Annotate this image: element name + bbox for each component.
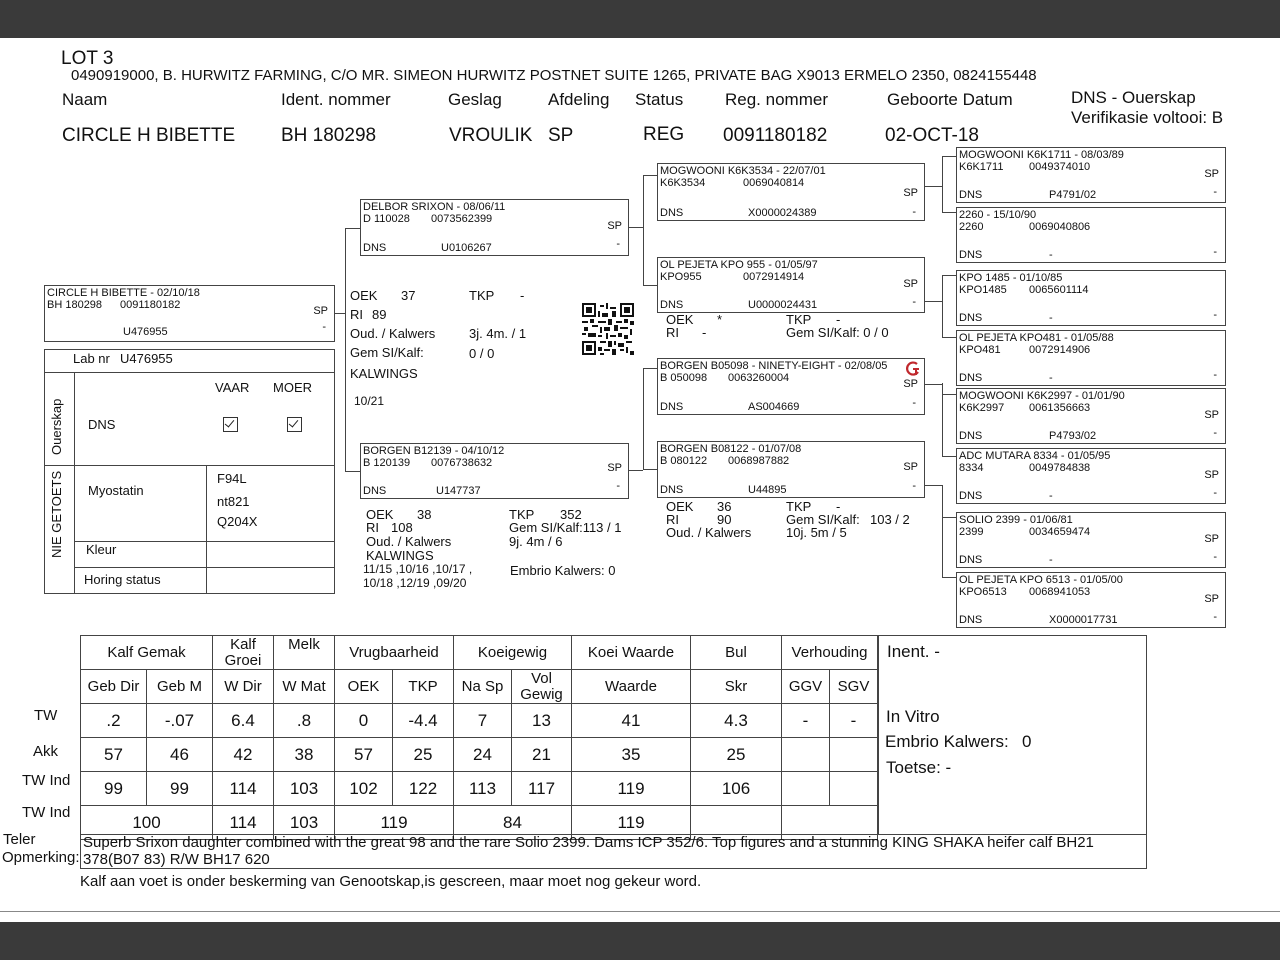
- header-naam: Naam: [62, 90, 108, 109]
- tw-ind2-koei-waarde: 119: [572, 806, 691, 840]
- sd-oek-label: OEK: [666, 312, 694, 327]
- dam-ri-value: 108: [391, 520, 413, 535]
- tw-ind2-koeigewig: 84: [454, 806, 572, 840]
- group-koeigewig: Koeigewig: [454, 636, 572, 670]
- header-geboorte: Geboorte Datum: [887, 90, 1013, 109]
- in-vitro-label: In Vitro: [886, 707, 940, 726]
- header-geslag: Geslag: [448, 90, 502, 109]
- gg-dash: -: [1213, 611, 1217, 623]
- gg-dash: -: [1213, 369, 1217, 381]
- remark-line-2: 378(B07 83) R/W BH17 620: [83, 851, 270, 868]
- qr-code-icon: [582, 303, 634, 355]
- sub-ggv: GGV: [782, 670, 830, 704]
- sd-tkp-label: TKP: [786, 312, 812, 327]
- dd-ri-label: RI: [666, 512, 679, 527]
- lab-moer-header: MOER: [273, 380, 312, 395]
- gg-title: MOGWOONI K6K1711 - 08/03/89: [959, 149, 1124, 161]
- gg-dns-value: -: [1049, 312, 1053, 324]
- table-cell: 25: [691, 738, 782, 772]
- gg-id: 8334: [959, 462, 984, 474]
- sub-vol-gewig: Vol Gewig: [512, 670, 572, 704]
- table-cell: 103: [274, 772, 335, 806]
- sire-dam-box: [657, 257, 925, 313]
- dam-id: B 120139: [363, 457, 411, 469]
- dam-title: BORGEN B12139 - 04/10/12: [363, 445, 505, 457]
- subject-tkp-value: -: [520, 288, 525, 303]
- gg-title: ADC MUTARA 8334 - 01/05/95: [959, 450, 1111, 462]
- subject-kalwings-label: KALWINGS: [350, 366, 418, 381]
- sub-w-dir: W Dir: [213, 670, 274, 704]
- subject-gem-value: 0 / 0: [469, 346, 495, 361]
- animal-geslag: VROULIK: [449, 125, 533, 146]
- myostatin-q204x: Q204X: [217, 514, 258, 529]
- gg-reg: 0072914906: [1029, 344, 1091, 356]
- gg-dns-value: -: [1049, 554, 1053, 566]
- group-koei-waarde: Koei Waarde: [572, 636, 691, 670]
- gg-dns: DNS: [959, 554, 983, 566]
- sub-oek: OEK: [335, 670, 393, 704]
- table-cell: 24: [454, 738, 512, 772]
- header-reg: Reg. nommer: [725, 90, 828, 109]
- table-cell: 117: [512, 772, 572, 806]
- dd-gem-value: 103 / 2: [870, 512, 910, 527]
- dam-kalwings-line1: 11/15 ,10/16 ,10/17 ,: [363, 562, 473, 576]
- sd-dash: -: [912, 296, 916, 308]
- table-cell: 4.3: [691, 704, 782, 738]
- gg-dns: DNS: [959, 249, 983, 261]
- dam-oek-label: OEK: [366, 507, 394, 522]
- sire-sp: SP: [607, 220, 622, 232]
- dd-id: B 080122: [660, 455, 708, 467]
- dam-sp: SP: [607, 462, 622, 474]
- gg-dns: DNS: [959, 614, 983, 626]
- subject-box-ident: BH 180298: [47, 299, 103, 311]
- gg-dash: -: [1213, 246, 1217, 258]
- ds-dns-value: AS004669: [748, 401, 800, 413]
- dam-gem: Gem SI/Kalf:113 / 1: [509, 520, 622, 535]
- dam-dam-box: [657, 441, 925, 498]
- sub-geb-dir: Geb Dir: [81, 670, 147, 704]
- ss-sp: SP: [903, 187, 918, 199]
- sire-dns: DNS: [363, 242, 387, 254]
- dam-sire-box: [657, 358, 925, 415]
- gg-dns: DNS: [959, 312, 983, 324]
- sd-ri-value: -: [702, 325, 707, 340]
- animal-name: CIRCLE H BIBETTE: [62, 125, 236, 146]
- great-grandparent-box: [956, 512, 1226, 568]
- gg-dash: -: [1213, 309, 1217, 321]
- myostatin-nt821: nt821: [217, 494, 250, 509]
- gg-reg: 0065601114: [1029, 284, 1089, 296]
- animal-status: REG: [643, 124, 685, 145]
- group-kalf-gemak: Kalf Gemak: [81, 636, 213, 670]
- gg-dns-value: -: [1049, 372, 1053, 384]
- gg-reg: 0061356663: [1029, 402, 1091, 414]
- table-cell: .2: [81, 704, 147, 738]
- ss-reg: 0069040814: [743, 177, 805, 189]
- ds-reg: 0063260004: [728, 372, 790, 384]
- kleur-label: Kleur: [86, 542, 117, 557]
- dd-oek-label: OEK: [666, 499, 694, 514]
- sire-dns-value: U0106267: [441, 242, 492, 254]
- dd-ri-value: 90: [717, 512, 732, 527]
- table-cell: 46: [147, 738, 213, 772]
- sd-reg: 0072914914: [743, 271, 805, 283]
- opmerking-label: Opmerking:: [2, 849, 80, 866]
- sd-id: KPO955: [660, 271, 702, 283]
- gg-title: SOLIO 2399 - 01/06/81: [959, 514, 1073, 526]
- gg-reg: 0034659474: [1029, 526, 1091, 538]
- table-cell: 13: [512, 704, 572, 738]
- subject-box-sp: SP: [313, 305, 328, 317]
- toetse-label: Toetse: -: [886, 758, 952, 777]
- ds-dash: -: [912, 397, 916, 409]
- dam-tkp-value: 352: [560, 507, 582, 522]
- dd-sp: SP: [903, 461, 918, 473]
- dd-age: 10j. 5m / 5: [786, 525, 847, 540]
- gg-id: K6K2997: [959, 402, 1005, 414]
- sd-gem: Gem SI/Kalf: 0 / 0: [786, 325, 889, 340]
- subject-box-reg: 0091180182: [120, 299, 181, 311]
- ds-title: BORGEN B05098 - NINETY-EIGHT - 02/08/05: [660, 360, 888, 372]
- dam-age: 9j. 4m / 6: [509, 534, 563, 549]
- gg-title: KPO 1485 - 01/10/85: [959, 272, 1063, 284]
- gg-dash: -: [1213, 487, 1217, 499]
- dam-dns: DNS: [363, 485, 387, 497]
- moer-checkbox-icon: [287, 417, 302, 432]
- lab-nr-label: Lab nr: [73, 351, 110, 366]
- table-cell: 25: [393, 738, 454, 772]
- row-label-tw: TW: [34, 707, 58, 724]
- ss-title: MOGWOONI K6K3534 - 22/07/01: [660, 165, 826, 177]
- sub-geb-m: Geb M: [147, 670, 213, 704]
- owner-line: 0490919000, B. HURWITZ FARMING, C/O MR. SIMEON HURWITZ POSTNET SUITE 1265, PRIVATE BAG X9013 ERMELO 2350, 0824155448: [71, 67, 1037, 84]
- tw-ind2-vrugbaarheid: 119: [335, 806, 454, 840]
- dd-oud-label: Oud. / Kalwers: [666, 525, 752, 540]
- lab-dns-label: DNS: [88, 417, 116, 432]
- ds-dns: DNS: [660, 401, 684, 413]
- ss-dash: -: [912, 206, 916, 218]
- subject-ri-label: RI: [350, 307, 363, 322]
- subject-oud-label: Oud. / Kalwers: [350, 326, 436, 341]
- great-grandparent-box: [956, 270, 1226, 326]
- sire-title: DELBOR SRIXON - 08/06/11: [363, 201, 506, 213]
- table-cell: 114: [213, 772, 274, 806]
- sd-sp: SP: [903, 278, 918, 290]
- gg-sp: SP: [1204, 593, 1219, 605]
- gg-title: OL PEJETA KPO 6513 - 01/05/00: [959, 574, 1123, 586]
- subject-oek-label: OEK: [350, 288, 378, 303]
- sd-oek-value: *: [717, 312, 723, 327]
- group-vrugbaarheid: Vrugbaarheid: [335, 636, 454, 670]
- gg-dash: -: [1213, 551, 1217, 563]
- table-cell: 113: [454, 772, 512, 806]
- group-bul: Bul: [691, 636, 782, 670]
- nie-getoets-vertical-label: NIE GETOETS: [49, 470, 64, 558]
- gg-title: OL PEJETA KPO481 - 01/05/88: [959, 332, 1114, 344]
- group-verhouding: Verhouding: [782, 636, 878, 670]
- dd-dns: DNS: [660, 484, 684, 496]
- gg-id: 2399: [959, 526, 984, 538]
- table-cell: 41: [572, 704, 691, 738]
- gg-id: KPO1485: [959, 284, 1007, 296]
- great-grandparent-box: [956, 147, 1226, 203]
- table-cell: 35: [572, 738, 691, 772]
- breeding-values-table: [80, 635, 878, 840]
- dd-gem-label: Gem SI/Kalf:: [786, 512, 860, 527]
- table-cell: [782, 772, 830, 806]
- dam-ri-label: RI: [366, 520, 379, 535]
- table-cell: -.07: [147, 704, 213, 738]
- sub-w-mat: W Mat: [274, 670, 335, 704]
- subject-kalwings-value: 10/21: [354, 394, 385, 408]
- ss-dns-value: X0000024389: [748, 207, 817, 219]
- table-cell: 99: [81, 772, 147, 806]
- gg-dash: -: [1213, 427, 1217, 439]
- table-cell: 122: [393, 772, 454, 806]
- dd-dns-value: U44895: [748, 484, 787, 496]
- subject-box-title: CIRCLE H BIBETTE - 02/10/18: [47, 287, 200, 299]
- subject-oud-value: 3j. 4m. / 1: [469, 326, 527, 341]
- sire-box: [360, 199, 629, 256]
- animal-ident: BH 180298: [281, 125, 377, 146]
- myostatin-label: Myostatin: [88, 483, 144, 498]
- logo-icon: [905, 361, 921, 377]
- dam-kalwings-label: KALWINGS: [366, 548, 434, 563]
- tw-ind2-melk: 103: [274, 806, 335, 840]
- great-grandparent-box: [956, 448, 1226, 504]
- ds-sp: SP: [903, 378, 918, 390]
- table-cell: -4.4: [393, 704, 454, 738]
- ds-id: B 050098: [660, 372, 708, 384]
- table-cell: 57: [81, 738, 147, 772]
- gg-dns: DNS: [959, 189, 983, 201]
- subject-tkp-label: TKP: [469, 288, 495, 303]
- gg-dns-value: -: [1049, 490, 1053, 502]
- table-cell: 7: [454, 704, 512, 738]
- gg-dns-value: P4791/02: [1049, 189, 1097, 201]
- sd-title: OL PEJETA KPO 955 - 01/05/97: [660, 259, 818, 271]
- gg-dns: DNS: [959, 372, 983, 384]
- group-kalf-groei: Kalf Groei: [213, 636, 274, 670]
- sd-tkp-value: -: [836, 312, 841, 327]
- gg-title: MOGWOONI K6K2997 - 01/01/90: [959, 390, 1125, 402]
- row-label-tw-ind: TW Ind: [22, 772, 71, 789]
- gg-dns-value: -: [1049, 249, 1053, 261]
- dam-dns-value: U147737: [436, 485, 481, 497]
- vaar-checkbox-icon: [223, 417, 238, 432]
- table-cell: -: [782, 704, 830, 738]
- table-cell: 42: [213, 738, 274, 772]
- dd-tkp-label: TKP: [786, 499, 812, 514]
- myostatin-f94l: F94L: [217, 471, 247, 486]
- great-grandparent-box: [956, 388, 1226, 444]
- gg-reg: 0069040806: [1029, 221, 1091, 233]
- dam-reg: 0076738632: [431, 457, 493, 469]
- gg-dns-value: X0000017731: [1049, 614, 1118, 626]
- gg-reg: 0049374010: [1029, 161, 1091, 173]
- embrio-kalwers-label: Embrio Kalwers:: [885, 732, 1009, 751]
- dd-dash: -: [912, 480, 916, 492]
- animal-afdeling: SP: [548, 125, 574, 146]
- table-cell: -: [830, 704, 878, 738]
- table-cell: [782, 738, 830, 772]
- gg-dns: DNS: [959, 430, 983, 442]
- row-label-akk: Akk: [33, 743, 59, 760]
- subject-gem-label: Gem SI/Kalf:: [350, 345, 424, 360]
- sd-dns-value: U0000024431: [748, 299, 818, 311]
- gg-id: KPO6513: [959, 586, 1007, 598]
- subject-oek-value: 37: [401, 288, 416, 303]
- gg-sp: SP: [1204, 409, 1219, 421]
- row-label-tw-ind-2: TW Ind: [22, 804, 71, 821]
- tw-ind2-kalf-groei: 114: [213, 806, 274, 840]
- header-verifikasie: Verifikasie voltooi: B: [1071, 108, 1224, 127]
- great-grandparent-box: [956, 572, 1226, 628]
- gg-id: K6K1711: [959, 161, 1004, 173]
- gg-reg: 0049784838: [1029, 462, 1091, 474]
- dd-title: BORGEN B08122 - 01/07/08: [660, 443, 802, 455]
- subject-box-dash: -: [322, 321, 326, 333]
- remark-line-1: Superb Srixon daughter combined with the great 98 and the rare Solio 2399. Dams ICP 352/6. Top figures and a stunning KING SHAKA heifer calf BH21: [83, 834, 1094, 851]
- table-cell: 106: [691, 772, 782, 806]
- dam-tkp-label: TKP: [509, 507, 535, 522]
- sd-ri-label: RI: [666, 325, 679, 340]
- sub-sgv: SGV: [830, 670, 878, 704]
- sire-reg: 0073562399: [431, 213, 493, 225]
- table-cell: 6.4: [213, 704, 274, 738]
- lab-nr-value: U476955: [120, 351, 173, 366]
- header-ident: Ident. nommer: [281, 90, 391, 109]
- sub-waarde: Waarde: [572, 670, 691, 704]
- sub-tkp: TKP: [393, 670, 454, 704]
- sub-skr: Skr: [691, 670, 782, 704]
- sub-na-sp: Na Sp: [454, 670, 512, 704]
- gg-dns: DNS: [959, 490, 983, 502]
- bottom-bar: [0, 922, 1280, 960]
- tw-ind2-kalf-gemak: 100: [81, 806, 213, 840]
- gg-sp: SP: [1204, 168, 1219, 180]
- table-cell: 57: [335, 738, 393, 772]
- subject-ri-value: 89: [372, 307, 387, 322]
- group-melk: Melk: [274, 636, 335, 670]
- sire-dash: -: [616, 238, 620, 250]
- teler-label: Teler: [3, 831, 36, 848]
- subject-box-code: U476955: [123, 326, 168, 338]
- gg-id: KPO481: [959, 344, 1001, 356]
- top-bar: [0, 0, 1280, 38]
- dam-oek-value: 38: [417, 507, 432, 522]
- table-cell: [830, 738, 878, 772]
- gg-id: 2260: [959, 221, 984, 233]
- header-status: Status: [635, 90, 684, 109]
- table-cell: [830, 772, 878, 806]
- table-cell: 99: [147, 772, 213, 806]
- sd-dns: DNS: [660, 299, 684, 311]
- dam-kalwings-line2: 10/18 ,12/19 ,09/20: [363, 576, 467, 590]
- table-cell: 21: [512, 738, 572, 772]
- dd-reg: 0068987882: [728, 455, 790, 467]
- horing-status-label: Horing status: [84, 572, 161, 587]
- header-afdeling: Afdeling: [548, 90, 610, 109]
- great-grandparent-box: [956, 330, 1226, 386]
- dam-dash: -: [616, 480, 620, 492]
- dam-oud-label: Oud. / Kalwers: [366, 534, 452, 549]
- gg-reg: 0068941053: [1029, 586, 1091, 598]
- footer-note: Kalf aan voet is onder beskerming van Genootskap,is gescreen, maar moet nog gekeur word.: [80, 873, 702, 890]
- gg-sp: SP: [1204, 533, 1219, 545]
- ss-id: K6K3534: [660, 177, 706, 189]
- table-cell: 38: [274, 738, 335, 772]
- table-cell: .8: [274, 704, 335, 738]
- inent-label: Inent. -: [887, 642, 940, 661]
- dd-oek-value: 36: [717, 499, 732, 514]
- lot-number: LOT 3: [61, 48, 114, 69]
- animal-reg: 0091180182: [723, 125, 828, 146]
- dd-tkp-value: -: [836, 499, 841, 514]
- sire-id: D 110028: [363, 213, 410, 225]
- dam-box: [360, 443, 629, 499]
- gg-title: 2260 - 15/10/90: [959, 209, 1037, 221]
- table-cell: 0: [335, 704, 393, 738]
- ss-dns: DNS: [660, 207, 684, 219]
- animal-geboorte: 02-OCT-18: [885, 125, 979, 146]
- embrio-kalwers-value: 0: [1022, 732, 1032, 751]
- gg-sp: SP: [1204, 469, 1219, 481]
- gg-dash: -: [1213, 186, 1217, 198]
- gg-dns-value: P4793/02: [1049, 430, 1097, 442]
- header-dns: DNS - Ouerskap: [1071, 88, 1196, 107]
- sire-sire-box: [657, 163, 925, 221]
- subject-pedigree-box: [44, 285, 335, 342]
- great-grandparent-box: [956, 207, 1226, 263]
- table-cell: 102: [335, 772, 393, 806]
- lab-vaar-header: VAAR: [215, 380, 250, 395]
- dam-embrio: Embrio Kalwers: 0: [510, 563, 616, 578]
- ouerskap-vertical-label: Ouerskap: [49, 398, 64, 455]
- table-cell: 119: [572, 772, 691, 806]
